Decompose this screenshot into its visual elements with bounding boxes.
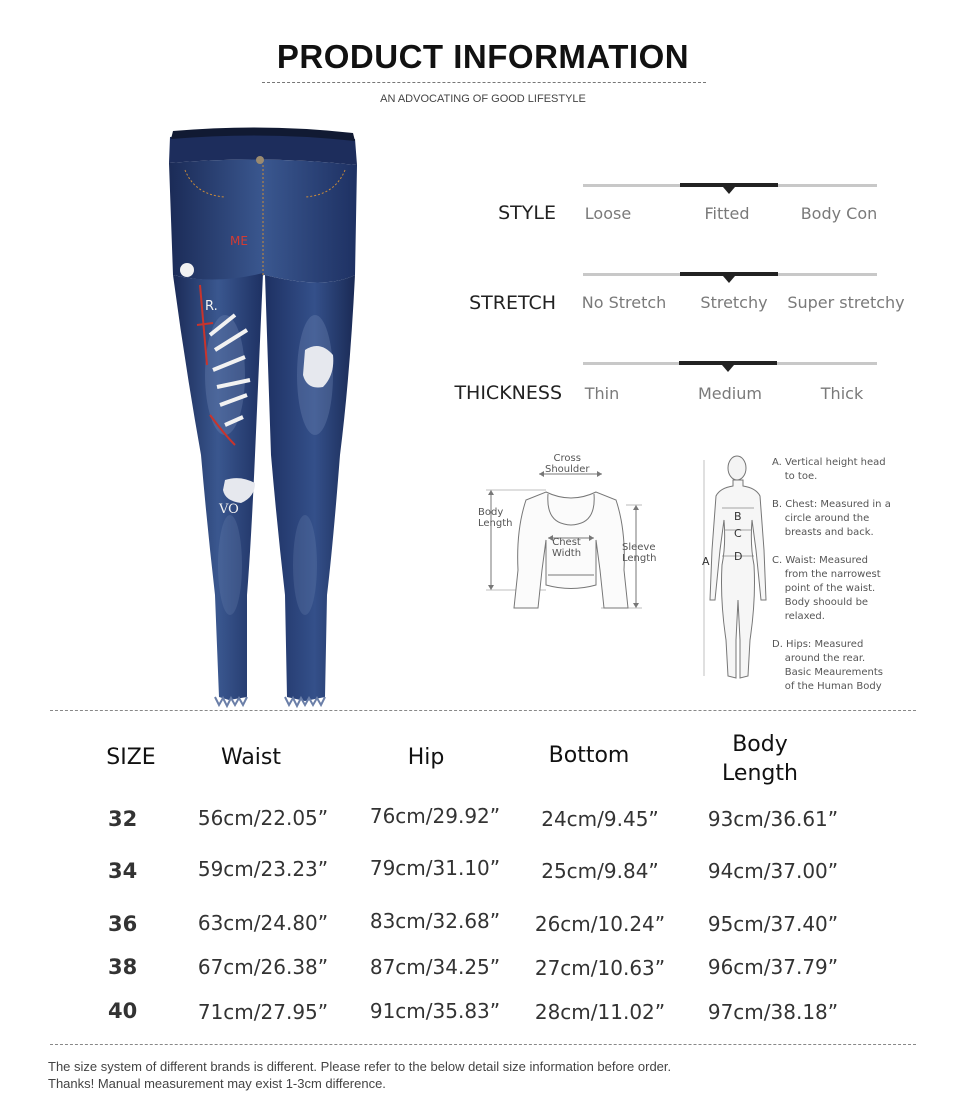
bottom-header: Bottom — [548, 743, 630, 768]
hip-cell: 91cm/35.83” — [369, 999, 501, 1023]
stretch-option-no-stretch: No Stretch — [581, 293, 667, 312]
footer-line-2: Thanks! Manual measurement may exist 1-3cm difference. — [48, 1076, 386, 1091]
marker-b: B — [734, 510, 742, 523]
hip-cell: 76cm/29.92” — [369, 804, 501, 828]
thickness-label: THICKNESS — [454, 382, 562, 404]
waist-cell: 71cm/27.95” — [197, 1000, 329, 1024]
thickness-option-thick: Thick — [820, 384, 864, 403]
hip-cell: 83cm/32.68” — [369, 909, 501, 933]
footer-line-1: The size system of different brands is different. Please refer to the below detail size information before order. — [48, 1059, 672, 1074]
style-indicator-icon — [723, 187, 735, 194]
print-text: VO — [219, 502, 239, 517]
bottom-cell: 28cm/11.02” — [534, 1000, 666, 1024]
hip-cell: 87cm/34.25” — [369, 955, 501, 979]
body-length-label: Body Length — [478, 507, 513, 529]
stretch-option-stretchy: Stretchy — [700, 293, 768, 312]
print-text: R. — [205, 299, 218, 314]
style-label: STYLE — [498, 202, 556, 224]
page-subtitle: AN ADVOCATING OF GOOD LIFESTYLE — [380, 93, 586, 105]
footer-divider — [50, 1044, 916, 1045]
human-body-diagram-icon — [700, 450, 768, 686]
bottom-cell: 25cm/9.84” — [541, 859, 659, 883]
waist-cell: 56cm/22.05” — [197, 806, 329, 830]
sleeve-length-label: Sleeve Length — [622, 542, 657, 564]
marker-d: D — [734, 550, 743, 563]
chest-width-label: Chest Width — [552, 537, 582, 559]
note-a: A. Vertical height head to toe. — [772, 457, 886, 482]
jeans-icon — [155, 125, 370, 710]
thickness-option-medium: Medium — [698, 384, 762, 403]
size-cell: 34 — [108, 859, 138, 883]
note-b: B. Chest: Measured in a circle around the breasts and back. — [772, 499, 891, 538]
page-title: PRODUCT INFORMATION — [276, 38, 690, 75]
hip-header: Hip — [407, 745, 445, 770]
bottom-cell: 27cm/10.63” — [534, 956, 666, 980]
footer-note — [48, 1058, 671, 1092]
size-cell: 40 — [108, 999, 138, 1023]
stretch-option-super-stretchy: Super stretchy — [787, 293, 905, 312]
marker-c: C — [734, 527, 742, 540]
waist-header: Waist — [220, 745, 282, 770]
body-length-cell: 96cm/37.79” — [707, 955, 839, 979]
note-c: C. Waist: Measured from the narrowest point of the waist. Body shoould be relaxed. — [772, 555, 881, 622]
style-option-fitted: Fitted — [704, 204, 750, 223]
stretch-indicator-icon — [723, 276, 735, 283]
note-d: D. Hips: Measured around the rear. Basic Meaurements of the Human Body — [772, 639, 884, 692]
size-cell: 36 — [108, 912, 138, 936]
stretch-label: STRETCH — [469, 292, 556, 314]
bottom-cell: 26cm/10.24” — [534, 912, 666, 936]
body-length-cell: 93cm/36.61” — [707, 807, 839, 831]
waist-cell: 67cm/26.38” — [197, 955, 329, 979]
title-divider — [262, 82, 706, 83]
thickness-option-thin: Thin — [584, 384, 620, 403]
body-length-cell: 97cm/38.18” — [707, 1000, 839, 1024]
thickness-indicator-icon — [722, 365, 734, 372]
cross-shoulder-label: Cross Shoulder — [545, 453, 590, 475]
marker-a: A — [702, 555, 710, 568]
body-length-cell: 95cm/37.40” — [707, 912, 839, 936]
size-header: SIZE — [106, 745, 156, 770]
bottom-cell: 24cm/9.45” — [541, 807, 659, 831]
waist-cell: 63cm/24.80” — [197, 911, 329, 935]
body-length-cell: 94cm/37.00” — [707, 859, 839, 883]
hip-cell: 79cm/31.10” — [369, 856, 501, 880]
waist-cell: 59cm/23.23” — [197, 857, 329, 881]
size-cell: 32 — [108, 807, 138, 831]
size-cell: 38 — [108, 955, 138, 979]
section-divider — [50, 710, 916, 711]
body-length-header: Body Length — [722, 732, 798, 786]
style-option-loose: Loose — [584, 204, 632, 223]
print-text: ME — [230, 234, 248, 248]
style-option-body-con: Body Con — [800, 204, 878, 223]
